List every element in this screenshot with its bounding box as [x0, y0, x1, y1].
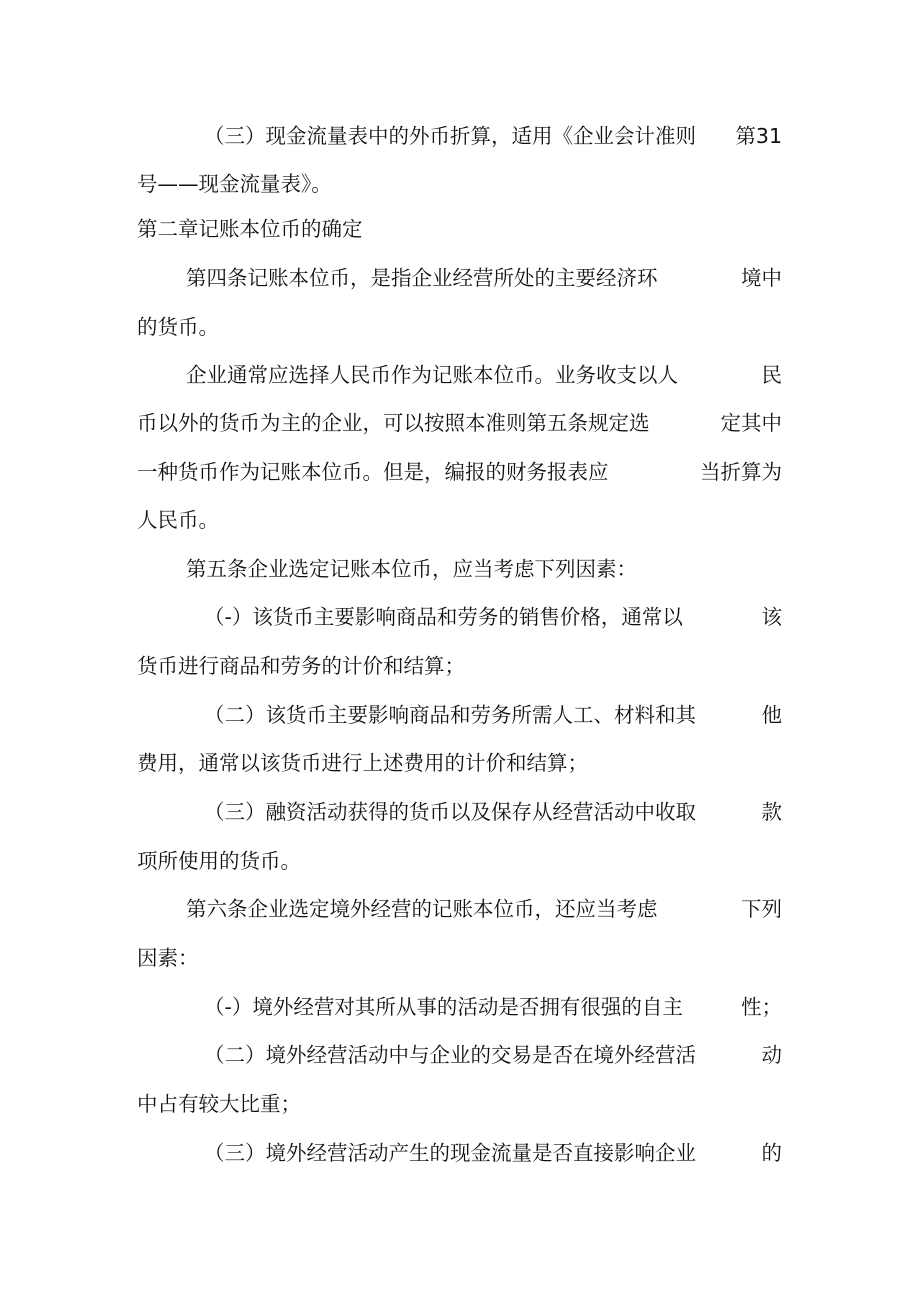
- text-segment: 号——现金流量表》。: [137, 172, 332, 196]
- text-segment: 定其中: [720, 411, 782, 435]
- text-segment: 第二章记账本位币的确定: [137, 217, 363, 241]
- text-line: [186, 361, 782, 389]
- text-line: [204, 603, 782, 631]
- text-segment: 款: [761, 800, 782, 824]
- text-segment: 一种货币作为记账本位币。但是，编报的财务报表应: [137, 460, 609, 484]
- text-segment: 中占有较大比重；: [137, 1092, 301, 1116]
- text-line: [137, 1090, 301, 1118]
- text-line: [204, 122, 782, 150]
- text-line: [137, 170, 332, 198]
- text-segment: 企业通常应选择人民币作为记账本位币。业务收支以人: [186, 363, 678, 387]
- text-segment: 第四条记账本位币，是指企业经营所处的主要经济环: [186, 266, 658, 290]
- text-line: [137, 506, 219, 534]
- text-segment: 性；: [741, 995, 782, 1019]
- text-line: [204, 1041, 782, 1069]
- text-line: [204, 798, 782, 826]
- text-segment: 的货币。: [137, 315, 219, 339]
- text-segment: 第六条企业选定境外经营的记账本位币，还应当考虑: [186, 897, 658, 921]
- text-segment: 该: [761, 605, 782, 629]
- text-segment: （三）现金流量表中的外币折算，适用《企业会计准则: [204, 124, 696, 148]
- text-segment: 的: [761, 1141, 782, 1165]
- text-segment: 民: [761, 363, 782, 387]
- text-line: [186, 264, 782, 292]
- text-segment: 当折算为: [700, 460, 782, 484]
- text-segment: 第五条企业选定记账本位币，应当考虑下列因素：: [186, 557, 637, 581]
- text-segment: （二）该货币主要影响商品和劳务所需人工、材料和其: [204, 703, 696, 727]
- text-line: [204, 993, 782, 1021]
- text-line: [137, 458, 782, 486]
- text-line: [137, 847, 301, 875]
- text-segment: （三）融资活动获得的货币以及保存从经营活动中收取: [204, 800, 696, 824]
- text-line: [204, 701, 782, 729]
- text-segment: 货币进行商品和劳务的计价和结算；: [137, 654, 465, 678]
- text-line: [137, 944, 199, 972]
- text-segment: 第31: [735, 124, 782, 148]
- text-segment: 下列: [741, 897, 782, 921]
- text-segment: 境中: [741, 266, 782, 290]
- text-line: [137, 749, 588, 777]
- text-segment: 币以外的货币为主的企业，可以按照本准则第五条规定选: [137, 411, 650, 435]
- text-segment: 人民币。: [137, 508, 219, 532]
- text-segment: （-）境外经营对其所从事的活动是否拥有很强的自主: [204, 995, 683, 1019]
- text-segment: 动: [761, 1043, 782, 1067]
- text-line: [186, 555, 637, 583]
- text-segment: 因素：: [137, 946, 199, 970]
- text-line: [137, 409, 782, 437]
- text-line: [186, 895, 782, 923]
- text-line: [137, 215, 363, 243]
- text-segment: （三）境外经营活动产生的现金流量是否直接影响企业: [204, 1141, 696, 1165]
- text-segment: 费用，通常以该货币进行上述费用的计价和结算；: [137, 751, 588, 775]
- text-line: [137, 313, 219, 341]
- text-segment: 项所使用的货币。: [137, 849, 301, 873]
- text-segment: （二）境外经营活动中与企业的交易是否在境外经营活: [204, 1043, 696, 1067]
- text-segment: 他: [761, 703, 782, 727]
- text-line: [137, 652, 465, 680]
- text-segment: （-）该货币主要影响商品和劳务的销售价格，通常以: [204, 605, 683, 629]
- text-line: [204, 1139, 782, 1167]
